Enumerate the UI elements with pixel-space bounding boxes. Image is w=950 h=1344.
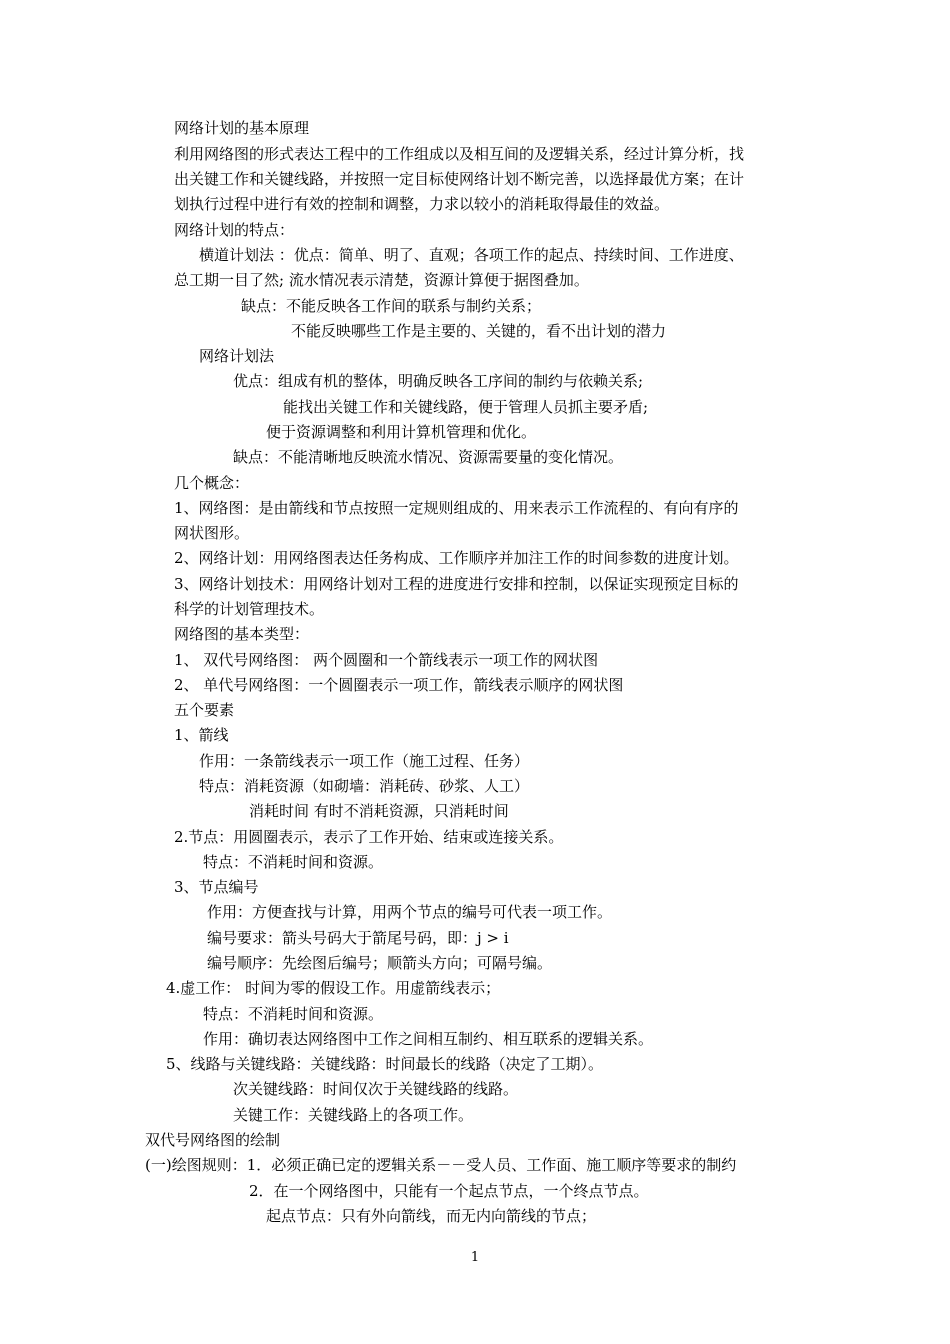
text-line: 2、网络计划：用网络图表达任务构成、工作顺序并加注工作的时间参数的进度计划。 xyxy=(174,549,739,567)
text-line: 1、 双代号网络图： 两个圆圈和一个箭线表示一项工作的网状图 xyxy=(174,651,599,669)
text-line: 横道计划法 ：优点：简单、明了、直观；各项工作的起点、持续时间、工作进度、 xyxy=(199,246,744,264)
text-line: 五个要素 xyxy=(174,701,235,719)
text-line: 特点：消耗资源（如砌墙：消耗砖、砂浆、人工） xyxy=(199,777,530,795)
text-line: 3、节点编号 xyxy=(174,878,259,896)
text-line: 网络计划的基本原理 xyxy=(174,119,310,137)
text-line: 网络计划法 xyxy=(199,347,275,365)
text-line: 网络图的基本类型： xyxy=(174,625,310,643)
text-line: 5、线路与关键线路：关键线路：时间最长的线路（决定了工期）。 xyxy=(166,1055,604,1073)
text-line: 1、网络图：是由箭线和节点按照一定规则组成的、用来表示工作流程的、有向有序的 xyxy=(174,499,739,517)
text-line: 网状图形。 xyxy=(174,524,250,542)
text-line: 作用：一条箭线表示一项工作（施工过程、任务） xyxy=(199,752,530,770)
text-line: 作用：确切表达网络图中工作之间相互制约、相互联系的逻辑关系。 xyxy=(203,1030,654,1048)
text-line: 出关键工作和关键线路，并按照一定目标使网络计划不断完善，以选择最优方案；在计 xyxy=(174,170,745,188)
text-line: 3、网络计划技术：用网络计划对工程的进度进行安排和控制，以保证实现预定目标的 xyxy=(174,575,739,593)
text-line: 1、箭线 xyxy=(174,726,229,744)
text-line: 优点：组成有机的整体，明确反映各工序间的制约与依赖关系; xyxy=(233,372,644,390)
text-line: 科学的计划管理技术。 xyxy=(174,600,325,618)
text-line: 总工期一目了然; 流水情况表示清楚，资源计算便于据图叠加。 xyxy=(174,271,589,289)
text-line: 关键工作：关键线路上的各项工作。 xyxy=(233,1106,474,1124)
text-line: 特点：不消耗时间和资源。 xyxy=(203,1005,384,1023)
text-line: 编号要求：箭头号码大于箭尾号码，即：j > i xyxy=(207,929,509,947)
text-line: 2．在一个网络图中，只能有一个起点节点，一个终点节点。 xyxy=(249,1182,649,1200)
text-line: 2、 单代号网络图：一个圆圈表示一项工作，箭线表示顺序的网状图 xyxy=(174,676,624,694)
text-line: 双代号网络图的绘制 xyxy=(145,1131,281,1149)
text-line: 消耗时间 有时不消耗资源，只消耗时间 xyxy=(249,802,509,820)
text-line: 网络计划的特点： xyxy=(174,221,295,239)
text-line: 作用：方便查找与计算，用两个节点的编号可代表一项工作。 xyxy=(207,903,613,921)
text-line: 能找出关键工作和关键线路，便于管理人员抓主要矛盾; xyxy=(283,398,649,416)
text-line: 缺点：不能清晰地反映流水情况、资源需要量的变化情况。 xyxy=(233,448,624,466)
text-line: 缺点：不能反映各工作间的联系与制约关系； xyxy=(241,297,542,315)
text-line: 4.虚工作： 时间为零的假设工作。用虚箭线表示； xyxy=(166,979,501,997)
text-line: 编号顺序：先绘图后编号；顺箭头方向；可隔号编。 xyxy=(207,954,553,972)
text-line: (一)绘图规则：1．必须正确已定的逻辑关系－－受人员、工作面、施工顺序等要求的制约 xyxy=(145,1156,737,1174)
text-line: 几个概念： xyxy=(174,474,250,492)
text-line: 不能反映哪些工作是主要的、关键的，看不出计划的潜力 xyxy=(291,322,667,340)
text-line: 次关键线路：时间仅次于关键线路的线路。 xyxy=(233,1080,519,1098)
text-line: 划执行过程中进行有效的控制和调整，力求以较小的消耗取得最佳的效益。 xyxy=(174,195,670,213)
text-line: 起点节点：只有外向箭线，而无内向箭线的节点； xyxy=(266,1207,597,1225)
text-line: 2.节点：用圆圈表示，表示了工作开始、结束或连接关系。 xyxy=(174,828,564,846)
text-line: 特点：不消耗时间和资源。 xyxy=(203,853,384,871)
text-line: 便于资源调整和利用计算机管理和优化。 xyxy=(266,423,537,441)
text-line: 利用网络图的形式表达工程中的工作组成以及相互间的及逻辑关系，经过计算分析，找 xyxy=(174,145,745,163)
page-number: 1 xyxy=(470,1250,480,1265)
